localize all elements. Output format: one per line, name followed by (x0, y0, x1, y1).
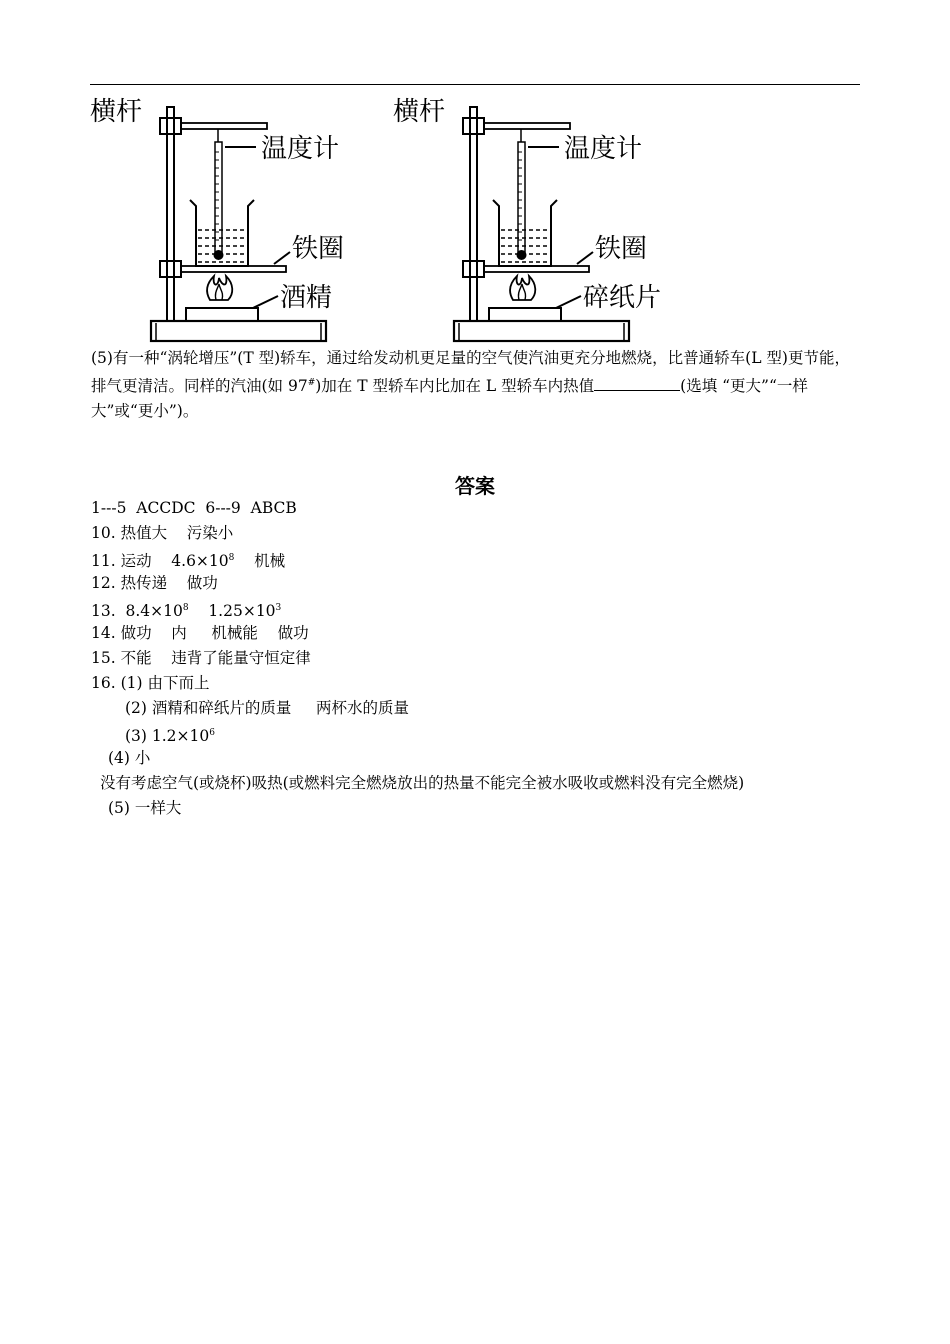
answer-line-16-3: (3) $1.2\times 10^6$ (125, 727, 215, 745)
apparatus-figure-alcohol (88, 92, 358, 347)
answer-line-14: 14. 做功 内 机械能 做功 (91, 624, 309, 642)
label-iron-ring: 铁圈 (595, 234, 648, 264)
label-fuel: 碎纸片 (583, 283, 661, 313)
answer-line-10: 10. 热值大 污染小 (91, 524, 234, 542)
answer-line-13: 13. $8.4\times 10^8$ $1.25\times 10^3$ (91, 602, 282, 620)
answer-line-16-5: (5) 一样大 (108, 799, 182, 817)
answer-line-16-1: 16. (1) 由下而上 (91, 674, 210, 692)
label-crossbar: 横杆 (393, 97, 446, 127)
answer-line-1-9: 1---5 ACCDC 6---9 ABCB (91, 499, 297, 517)
answer-line-16-4-reason: 没有考虑空气(或烧杯)吸热(或燃料完全燃烧放出的热量不能完全被水吸收或燃料没有完全燃烧) (100, 774, 745, 792)
answer-line-11: 11. 运动 $4.6\times 10^8$ 机械 (91, 552, 286, 570)
label-iron-ring: 铁圈 (292, 234, 345, 264)
answer-blank[interactable] (594, 376, 680, 391)
answer-line-16-4: (4) 小 (108, 749, 151, 767)
answer-line-12: 12. 热传递 做功 (91, 574, 218, 592)
answer-line-16-2: (2) 酒精和碎纸片的质量 两杯水的质量 (125, 699, 410, 717)
apparatus-figure-paper (391, 92, 661, 347)
label-crossbar: 横杆 (90, 97, 143, 127)
answers-title: 答案 (455, 474, 495, 498)
label-thermometer: 温度计 (261, 134, 340, 164)
label-fuel: 酒精 (280, 283, 333, 313)
question-5-text: (5)有一种“涡轮增压”(T 型)轿车，通过给发动机更足量的空气使汽油更充分地燃烧，比普通轿车(L 型)更节能，排气更清洁。同样的汽油(如 97#)加在 T 型轿车内比加在 L 型轿车内热值 (选填 “更大”“一样大”或“更小”)。 (91, 349, 850, 420)
answer-line-15: 15. 不能 违背了能量守恒定律 (91, 649, 311, 667)
header-rule (90, 84, 860, 85)
label-thermometer: 温度计 (564, 134, 643, 164)
